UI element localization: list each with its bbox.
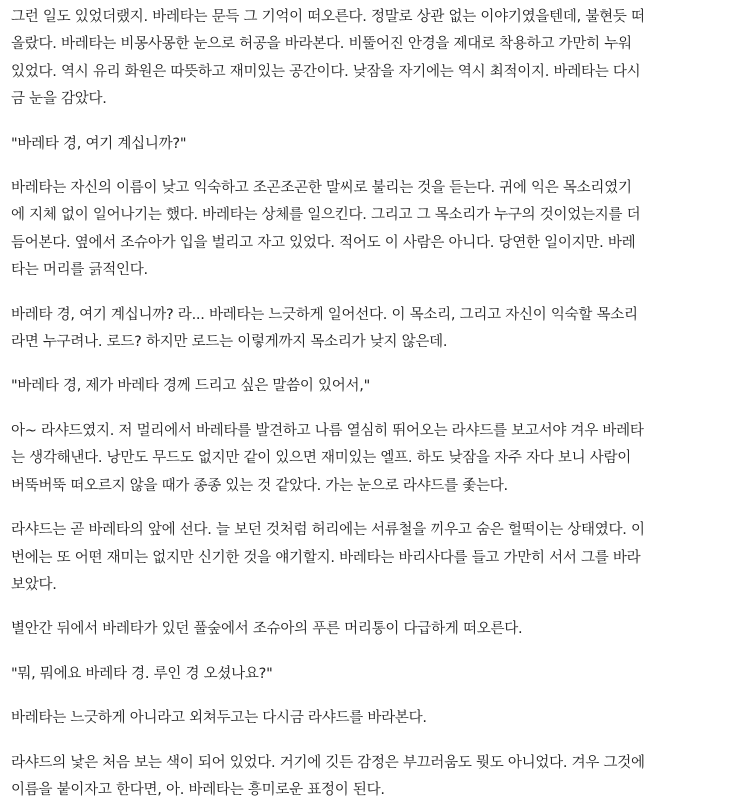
paragraph: 그런 일도 있었더랬지. 바레타는 문득 그 기억이 떠오른다. 정말로 상관 없는 이야기였을텐데, 불현듯 떠 올랐다. 바레타는 비몽사몽한 눈으로 허공을 바라본다. 비뚤어진 안경을 제대로 착용하고 가만히 누워 있었다. 역시 유리 화원은 따뜻하고 재미있는 공간이다. 낮잠을 자기에는 역시 최적이지. 바레타는 다시 금 눈을 감았다. (11, 9, 645, 108)
paragraph: 바레타는 느긋하게 아니라고 외쳐두고는 다시금 라샤드를 바라본다. (11, 710, 427, 727)
paragraph: 바레타는 자신의 이름이 낮고 익숙하고 조곤조곤한 말씨로 불리는 것을 듣는다. 귀에 익은 목소리였기 에 지체 없이 일어나기는 했다. 바레타는 상체를 일으킨다. 그리고 그 목소리가 누구의 것이었는지를 더 듬어본다. 옆에서 조슈아가 입을 벌리고 자고 있었다. 적어도 이 사람은 아니다. 당연한 일이지만. 바레 타는 머리를 긁적인다. (11, 180, 641, 279)
paragraph: 바레타 경, 여기 계십니까? 라... 바레타는 느긋하게 일어선다. 이 목소리, 그리고 자신이 익숙할 목소리 라면 누구려나. 로드? 하지만 로드는 이렇게까지 목소리가 낮지 않은데. (11, 306, 638, 351)
paragraph: "뭐, 뭐에요 바레타 경. 루인 경 오셨나요?" (11, 665, 273, 682)
paragraph: 별안간 뒤에서 바레타가 있던 풀숲에서 조슈아의 푸른 머리통이 다급하게 떠오른다. (11, 621, 523, 638)
paragraph: 라샤드는 곧 바레타의 앞에 선다. 늘 보던 것처럼 허리에는 서류철을 끼우고 숨은 헐떡이는 상태였다. 이 번에는 또 어떤 재미는 없지만 신기한 것을 얘기할지. 바레타는 바리사다를 들고 가만히 서서 그를 바라 보았다. (11, 522, 645, 593)
paragraph: "바레타 경, 제가 바레타 경께 드리고 싶은 말씀이 있어서," (11, 378, 371, 395)
paragraph: "바레타 경, 여기 계십니까?" (11, 135, 187, 152)
paragraph: 라샤드의 낯은 처음 보는 색이 되어 있었다. 거기에 깃든 감정은 부끄러움도 뭣도 아니었다. 겨우 그것에 이름을 붙이자고 한다면, 아. 바레타는 흥미로운 표정이 된다. (11, 754, 645, 798)
paragraph: 아~ 라샤드였지. 저 멀리에서 바레타를 발견하고 나름 열심히 뛰어오는 라샤드를 보고서야 겨우 바레타 는 생각해낸다. 낭만도 무드도 없지만 같이 있으면 재미있는 엘프. 하도 낮잠을 자주 자다 보니 사람이 버뚝버뚝 떠오르지 않을 때가 종종 있는 것 같았다. 가는 눈으로 라샤드를 좇는다. (11, 422, 644, 494)
